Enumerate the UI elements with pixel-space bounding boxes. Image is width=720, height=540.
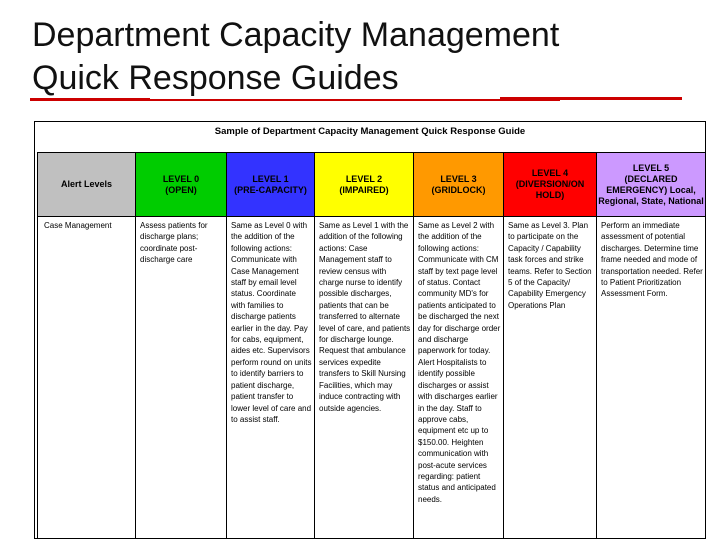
quick-response-guide-sheet bbox=[34, 121, 706, 539]
level-5-cell: Perform an immediate assessment of potential discharges. Determine time frame needed and mode of transportation needed. Refer to Patient Prioritization Assessment Form. bbox=[597, 217, 706, 540]
level-5-header bbox=[597, 153, 706, 217]
level-4-subtitle: (DIVERSION/ON HOLD) bbox=[515, 179, 585, 200]
slide-title-line1: Department Capacity Management bbox=[32, 16, 560, 54]
level-3-header bbox=[414, 153, 504, 217]
level-2-cell: Same as Level 1 with the addition of the following actions: Case Management staff to review census with charge nurse to identify possible discharges, patients that can be transferred to alternate level of care, and patients for discharge lounge. Request that ambulance services expedite transfers to Skill Nursing Facilities, which may induce contracting with outside agencies. bbox=[315, 217, 414, 540]
level-1-title: LEVEL 1 bbox=[252, 173, 289, 184]
level-3-title: LEVEL 3 bbox=[440, 173, 477, 184]
level-3-cell: Same as Level 2 with the addition of the following actions: Communicate with CM staff by text page level of status. Contact community MD's for patients anticipated to be discharged the next day for discharge order and discharge paperwork for today. Alert Hospitalists to identify possible discharges or assist with discharges earlier in the day. Staff to approve cabs, equipment etc up to $150.00. Heighten communication with post-acute services regarding: patient status and anticipated needs. bbox=[414, 217, 504, 540]
alert-levels-header: Alert Levels bbox=[38, 153, 136, 217]
title-underline bbox=[90, 99, 560, 101]
level-1-subtitle: (PRE-CAPACITY) bbox=[234, 184, 307, 195]
level-4-title: LEVEL 4 bbox=[531, 168, 569, 178]
level-0-header bbox=[136, 153, 227, 217]
level-0-cell: Assess patients for discharge plans; coordinate post-discharge care bbox=[136, 217, 227, 540]
level-3-subtitle: (GRIDLOCK) bbox=[431, 184, 486, 195]
sheet-title: Sample of Department Capacity Management Quick Response Guide bbox=[214, 126, 526, 137]
level-4-cell: Same as Level 3. Plan to participate on the Capacity / Capability task forces and strike teams. Refer to Section 5 of the Capacity/ Capability Emergency Operations Plan bbox=[504, 217, 597, 540]
level-4-header bbox=[504, 153, 597, 217]
level-1-header bbox=[227, 153, 315, 217]
level-2-subtitle: (IMPAIRED) bbox=[339, 184, 389, 195]
level-0-subtitle: (OPEN) bbox=[165, 184, 197, 195]
header-row bbox=[38, 153, 706, 217]
level-2-title: LEVEL 2 bbox=[345, 173, 383, 184]
table-row bbox=[38, 217, 706, 540]
slide-title-line2: Quick Response Guides bbox=[32, 59, 399, 97]
slide-title bbox=[32, 14, 692, 100]
level-5-title: LEVEL 5 bbox=[632, 162, 670, 173]
level-0-title: LEVEL 0 bbox=[162, 173, 200, 184]
level-5-subtitle: (DECLARED EMERGENCY) Local, Regional, State, National bbox=[598, 173, 704, 206]
title-underline bbox=[500, 97, 682, 100]
row-label-case-management: Case Management bbox=[38, 217, 136, 540]
level-1-cell: Same as Level 0 with the addition of the following actions: Communicate with Case Management staff by email level status. Coordinate with families to discharge patients earlier in the day. Pay for cabs, equipment, aides etc. Supervisors perform round on units to identify barriers to patient discharge, patient transfer to lower level of care and to assist staff. bbox=[227, 217, 315, 540]
level-2-header bbox=[315, 153, 414, 217]
capacity-table bbox=[37, 152, 706, 539]
